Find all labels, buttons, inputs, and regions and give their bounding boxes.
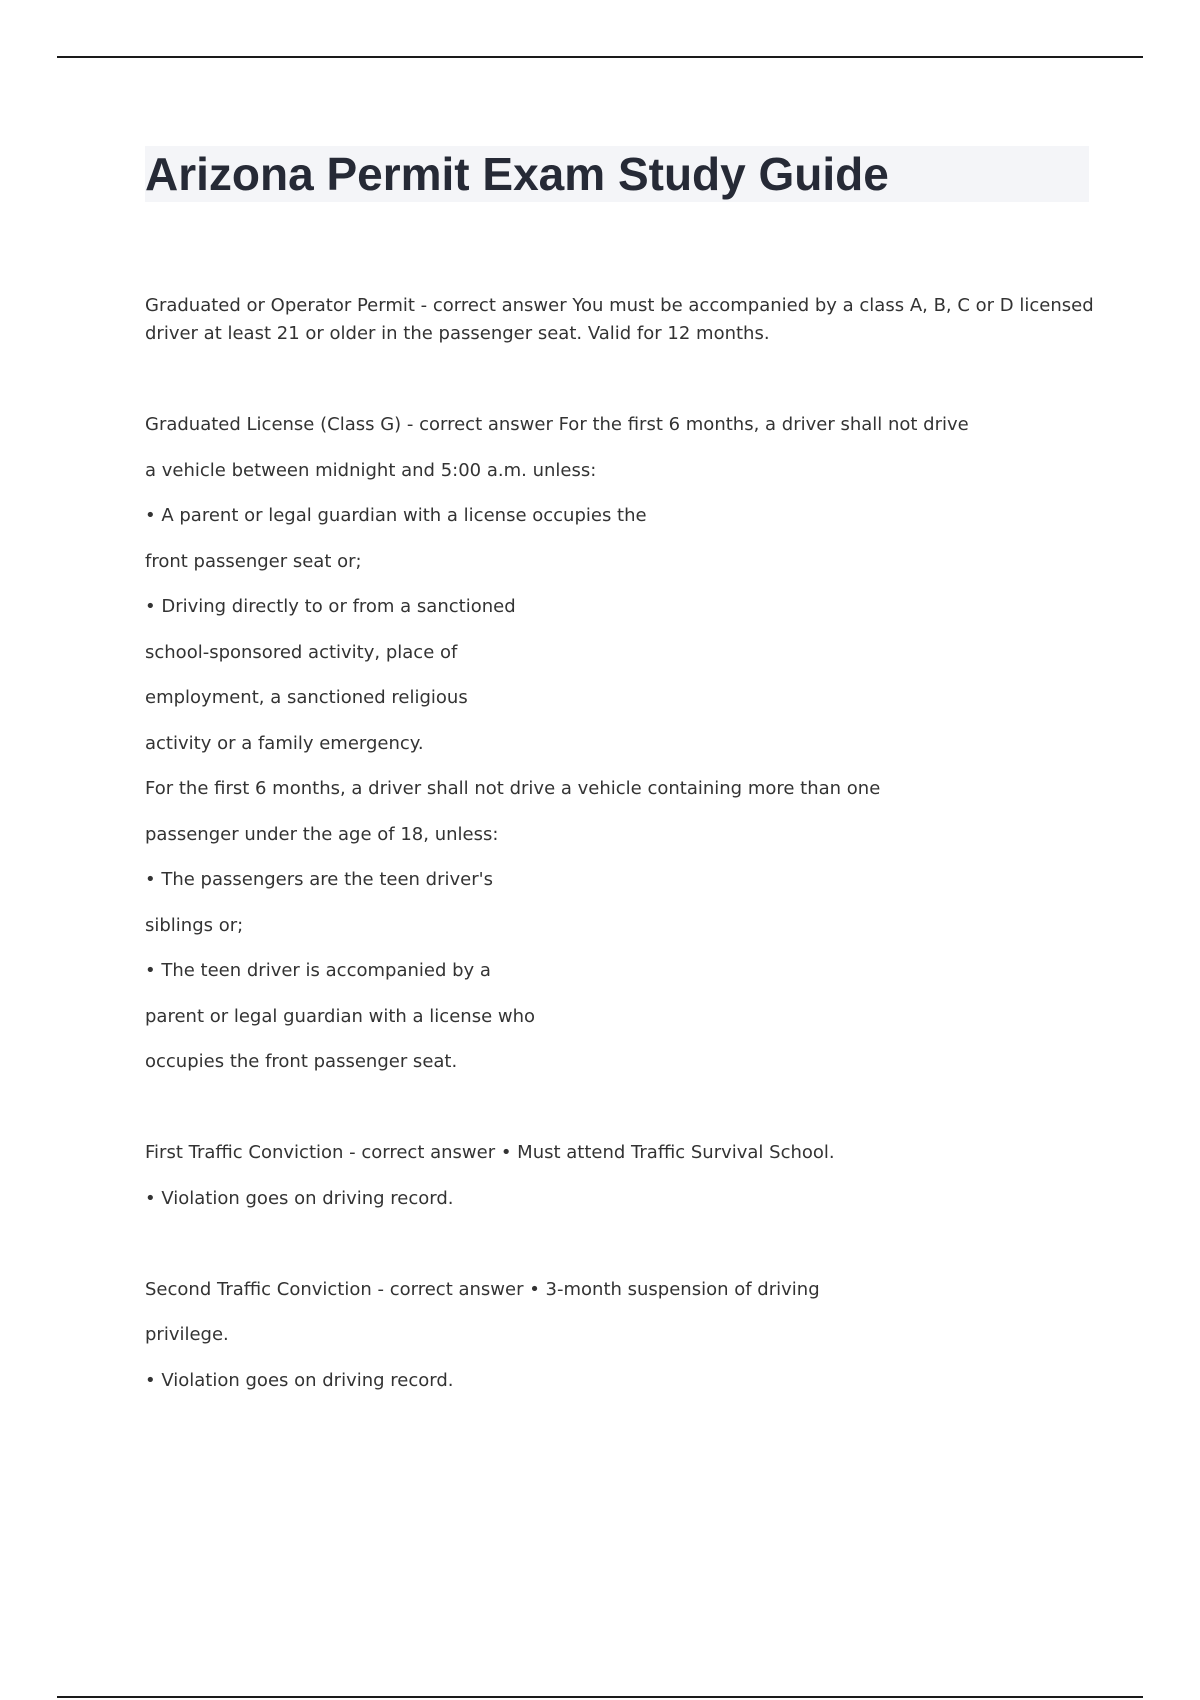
text-line: • The teen driver is accompanied by a — [145, 960, 491, 981]
text-line: privilege. — [145, 1324, 229, 1345]
text-line: For the first 6 months, a driver shall not drive a vehicle containing more than one — [145, 778, 881, 799]
text-line: • Driving directly to or from a sanctioned — [145, 596, 516, 617]
text-line: occupies the front passenger seat. — [145, 1051, 458, 1072]
text-line: school-sponsored activity, place of — [145, 642, 458, 663]
text-line: • The passengers are the teen driver's — [145, 869, 493, 890]
top-rule — [57, 56, 1143, 58]
text-line: • A parent or legal guardian with a license occupies the — [145, 505, 647, 526]
text-line: a vehicle between midnight and 5:00 a.m. unless: — [145, 460, 597, 481]
entry-operator-permit: Graduated or Operator Permit - correct answer You must be accompanied by a class A, B, C or D licensed driver at least 21 or older in the passenger seat. Valid for 12 months. — [145, 295, 1094, 344]
text-line: employment, a sanctioned religious — [145, 687, 468, 708]
text-line: parent or legal guardian with a license who — [145, 1006, 536, 1027]
bottom-rule — [57, 1696, 1143, 1698]
text-line: activity or a family emergency. — [145, 733, 424, 754]
page-title: Arizona Permit Exam Study Guide — [145, 148, 889, 200]
text-line: First Traffic Conviction - correct answer • Must attend Traffic Survival School. — [145, 1142, 835, 1163]
text-line: • Violation goes on driving record. — [145, 1370, 454, 1391]
text-line: Graduated License (Class G) - correct answer For the first 6 months, a driver shall not drive — [145, 414, 969, 435]
text-line: passenger under the age of 18, unless: — [145, 824, 499, 845]
text-line: • Violation goes on driving record. — [145, 1188, 454, 1209]
text-line: front passenger seat or; — [145, 551, 362, 572]
text-line: siblings or; — [145, 915, 244, 936]
text-line: Second Traffic Conviction - correct answer • 3-month suspension of driving — [145, 1279, 820, 1300]
